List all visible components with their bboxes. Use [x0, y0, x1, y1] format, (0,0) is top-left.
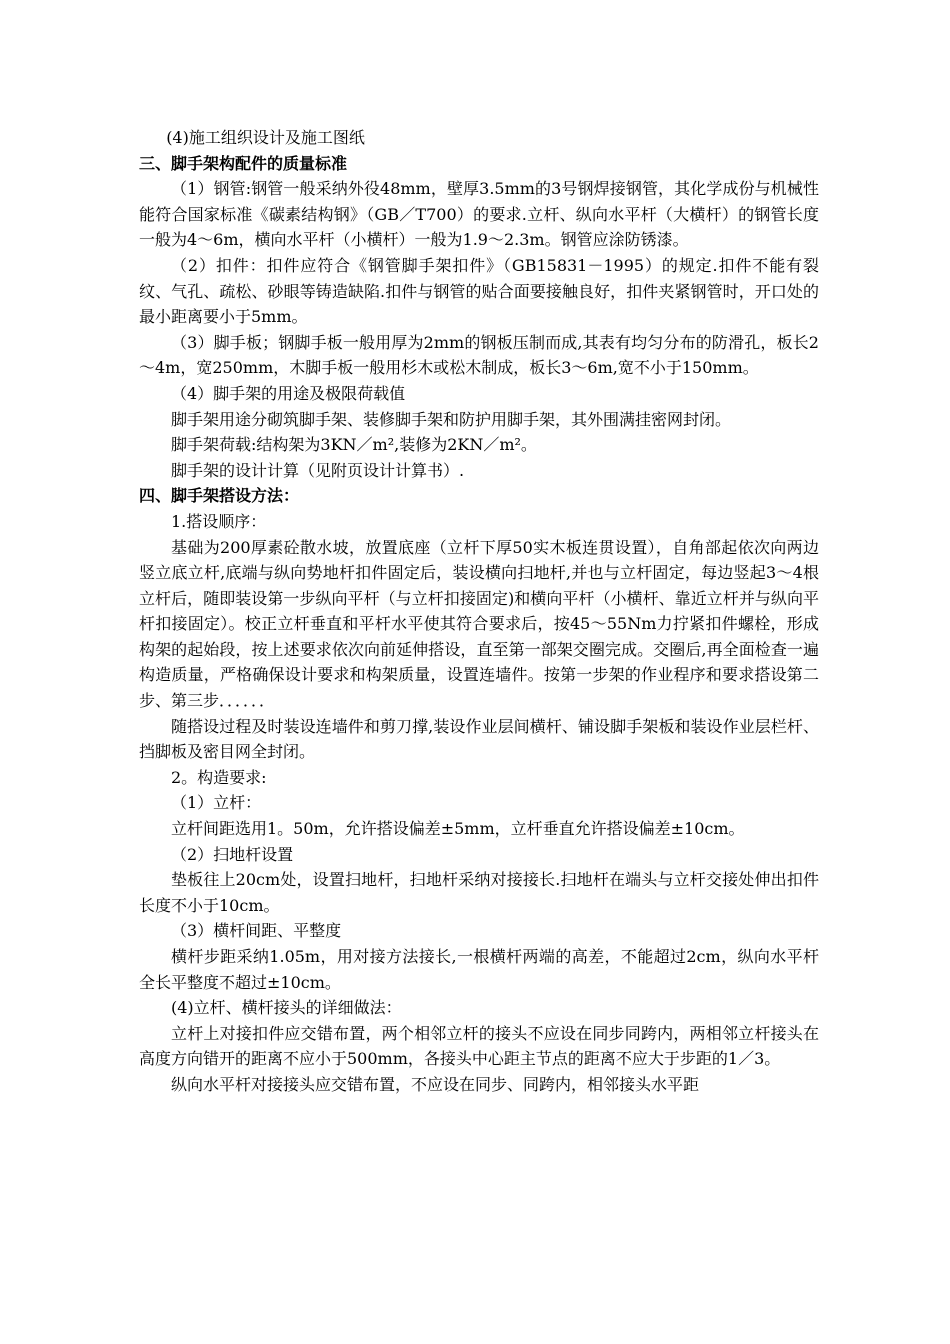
para-usage: 脚手架用途分砌筑脚手架、装修脚手架和防护用脚手架，其外围满挂密网封闭。 — [171, 409, 732, 429]
para-crossbar: 横杆步距采纳1.05m，用对接方法接长,一根横杆两端的高差，不能超过2cm，纵向水平杆全长平整度不超过±10cm。 — [139, 947, 819, 992]
section-heading-4: 四、脚手架搭设方法： — [139, 486, 300, 506]
para-erect-follow: 随搭设过程及时装设连墙件和剪刀撑,装设作业层间横杆、铺设脚手架板和装设作业层栏杆、挡脚板及密目网全封闭。 — [139, 716, 819, 762]
para-joint-upright: 立杆上对接扣件应交错布置，两个相邻立杆的接头不应设在同步同跨内，两相邻立杆接头在高度方向错开的距离不应小于500mm，各接头中心距主节点的距离不应大于步距的1／3。 — [139, 1023, 819, 1069]
para-structure-title: 2。构造要求: — [171, 767, 267, 787]
para-upright-title: （1）立杆： — [171, 793, 262, 813]
para-scaffold-board: （3）脚手板；钢脚手板一般用厚为2mm的钢板压制而成,其表有均匀分布的防滑孔，板长2～4m，宽250mm，木脚手板一般用杉木或松木制成，板长3～6m,宽不小于150mm。 — [139, 332, 819, 378]
para-joint-horizontal: 纵向水平杆对接接头应交错布置，不应设在同步、同跨内，相邻接头水平距 — [171, 1074, 700, 1094]
para-usage-title: （4）脚手架的用途及极限荷载值 — [171, 383, 406, 403]
para-crossbar-title: （3）横杆间距、平整度 — [171, 921, 342, 941]
section-heading-3: 三、脚手架构配件的质量标准 — [139, 153, 348, 173]
para-sweep-title: （2）扫地杆设置 — [171, 844, 294, 864]
para-upright: 立杆间距选用1。50m，允许搭设偏差±5mm，立杆垂直允许搭设偏差±10cm。 — [171, 819, 745, 839]
para-erect-order: 基础为200厚素砼散水坡，放置底座（立杆下厚50实木板连贯设置），自角部起依次向两边竖立底立杆,底端与纵向势地杆扣件固定后，装设横向扫地杆,并也与立杆固定，每边竖起3～4根立杆后，随即装设第一步纵向平杆（与立杆扣接固定)和横向平杆（小横杆、靠近立杆并与纵向平杆扣接固定）。校正立杆垂直和平杆水平使其符合要求后，按45～55Nm力拧紧扣件螺栓，形成构架的起始段，按上述要求依次向前延伸搭设，直至第一部架交圈完成。交圈后,再全面检查一遍构造质量，严格确保设计要求和构架质量，设置连墙件。按第一步架的作业程序和要求搭设第二步、第三步．．．．．． — [139, 537, 819, 711]
para-sweep: 垫板往上20cm处，设置扫地杆，扫地杆采纳对接接长.扫地杆在端头与立杆交接处伸出扣件长度不小于10cm。 — [139, 870, 819, 915]
para-load: 脚手架荷载:结构架为3KN／m²,装修为2KN／m²。 — [171, 435, 537, 455]
document-body — [139, 125, 819, 1098]
para-joint-title: (4)立杆、横杆接头的详细做法： — [171, 998, 402, 1018]
para-steel-pipe: （1）钢管:钢管一般采纳外役48mm，壁厚3.5mm的3号钢焊接钢管，其化学成份与机械性能符合国家标准《碳素结构钢》（GB／T700）的要求.立杆、纵向水平杆（大横杆）的钢管长度一般为4～6m，横向水平杆（小横杆）一般为1.9～2.3m。钢管应涂防锈漆。 — [139, 179, 819, 250]
para-design-calc: 脚手架的设计计算（见附页设计计算书）. — [171, 460, 465, 480]
para-erect-order-title: 1.搭设顺序： — [171, 511, 267, 531]
para-item-4-docs: (4)施工组织设计及施工图纸 — [166, 128, 365, 147]
para-fasteners: （2）扣件：扣件应符合《钢管脚手架扣件》（GB15831－1995）的规定.扣件不能有裂纹、气孔、疏松、砂眼等铸造缺陷.扣件与钢管的贴合面要接触良好，扣件夹紧钢管时，开口处的最小距离要小于5mm。 — [139, 255, 819, 327]
